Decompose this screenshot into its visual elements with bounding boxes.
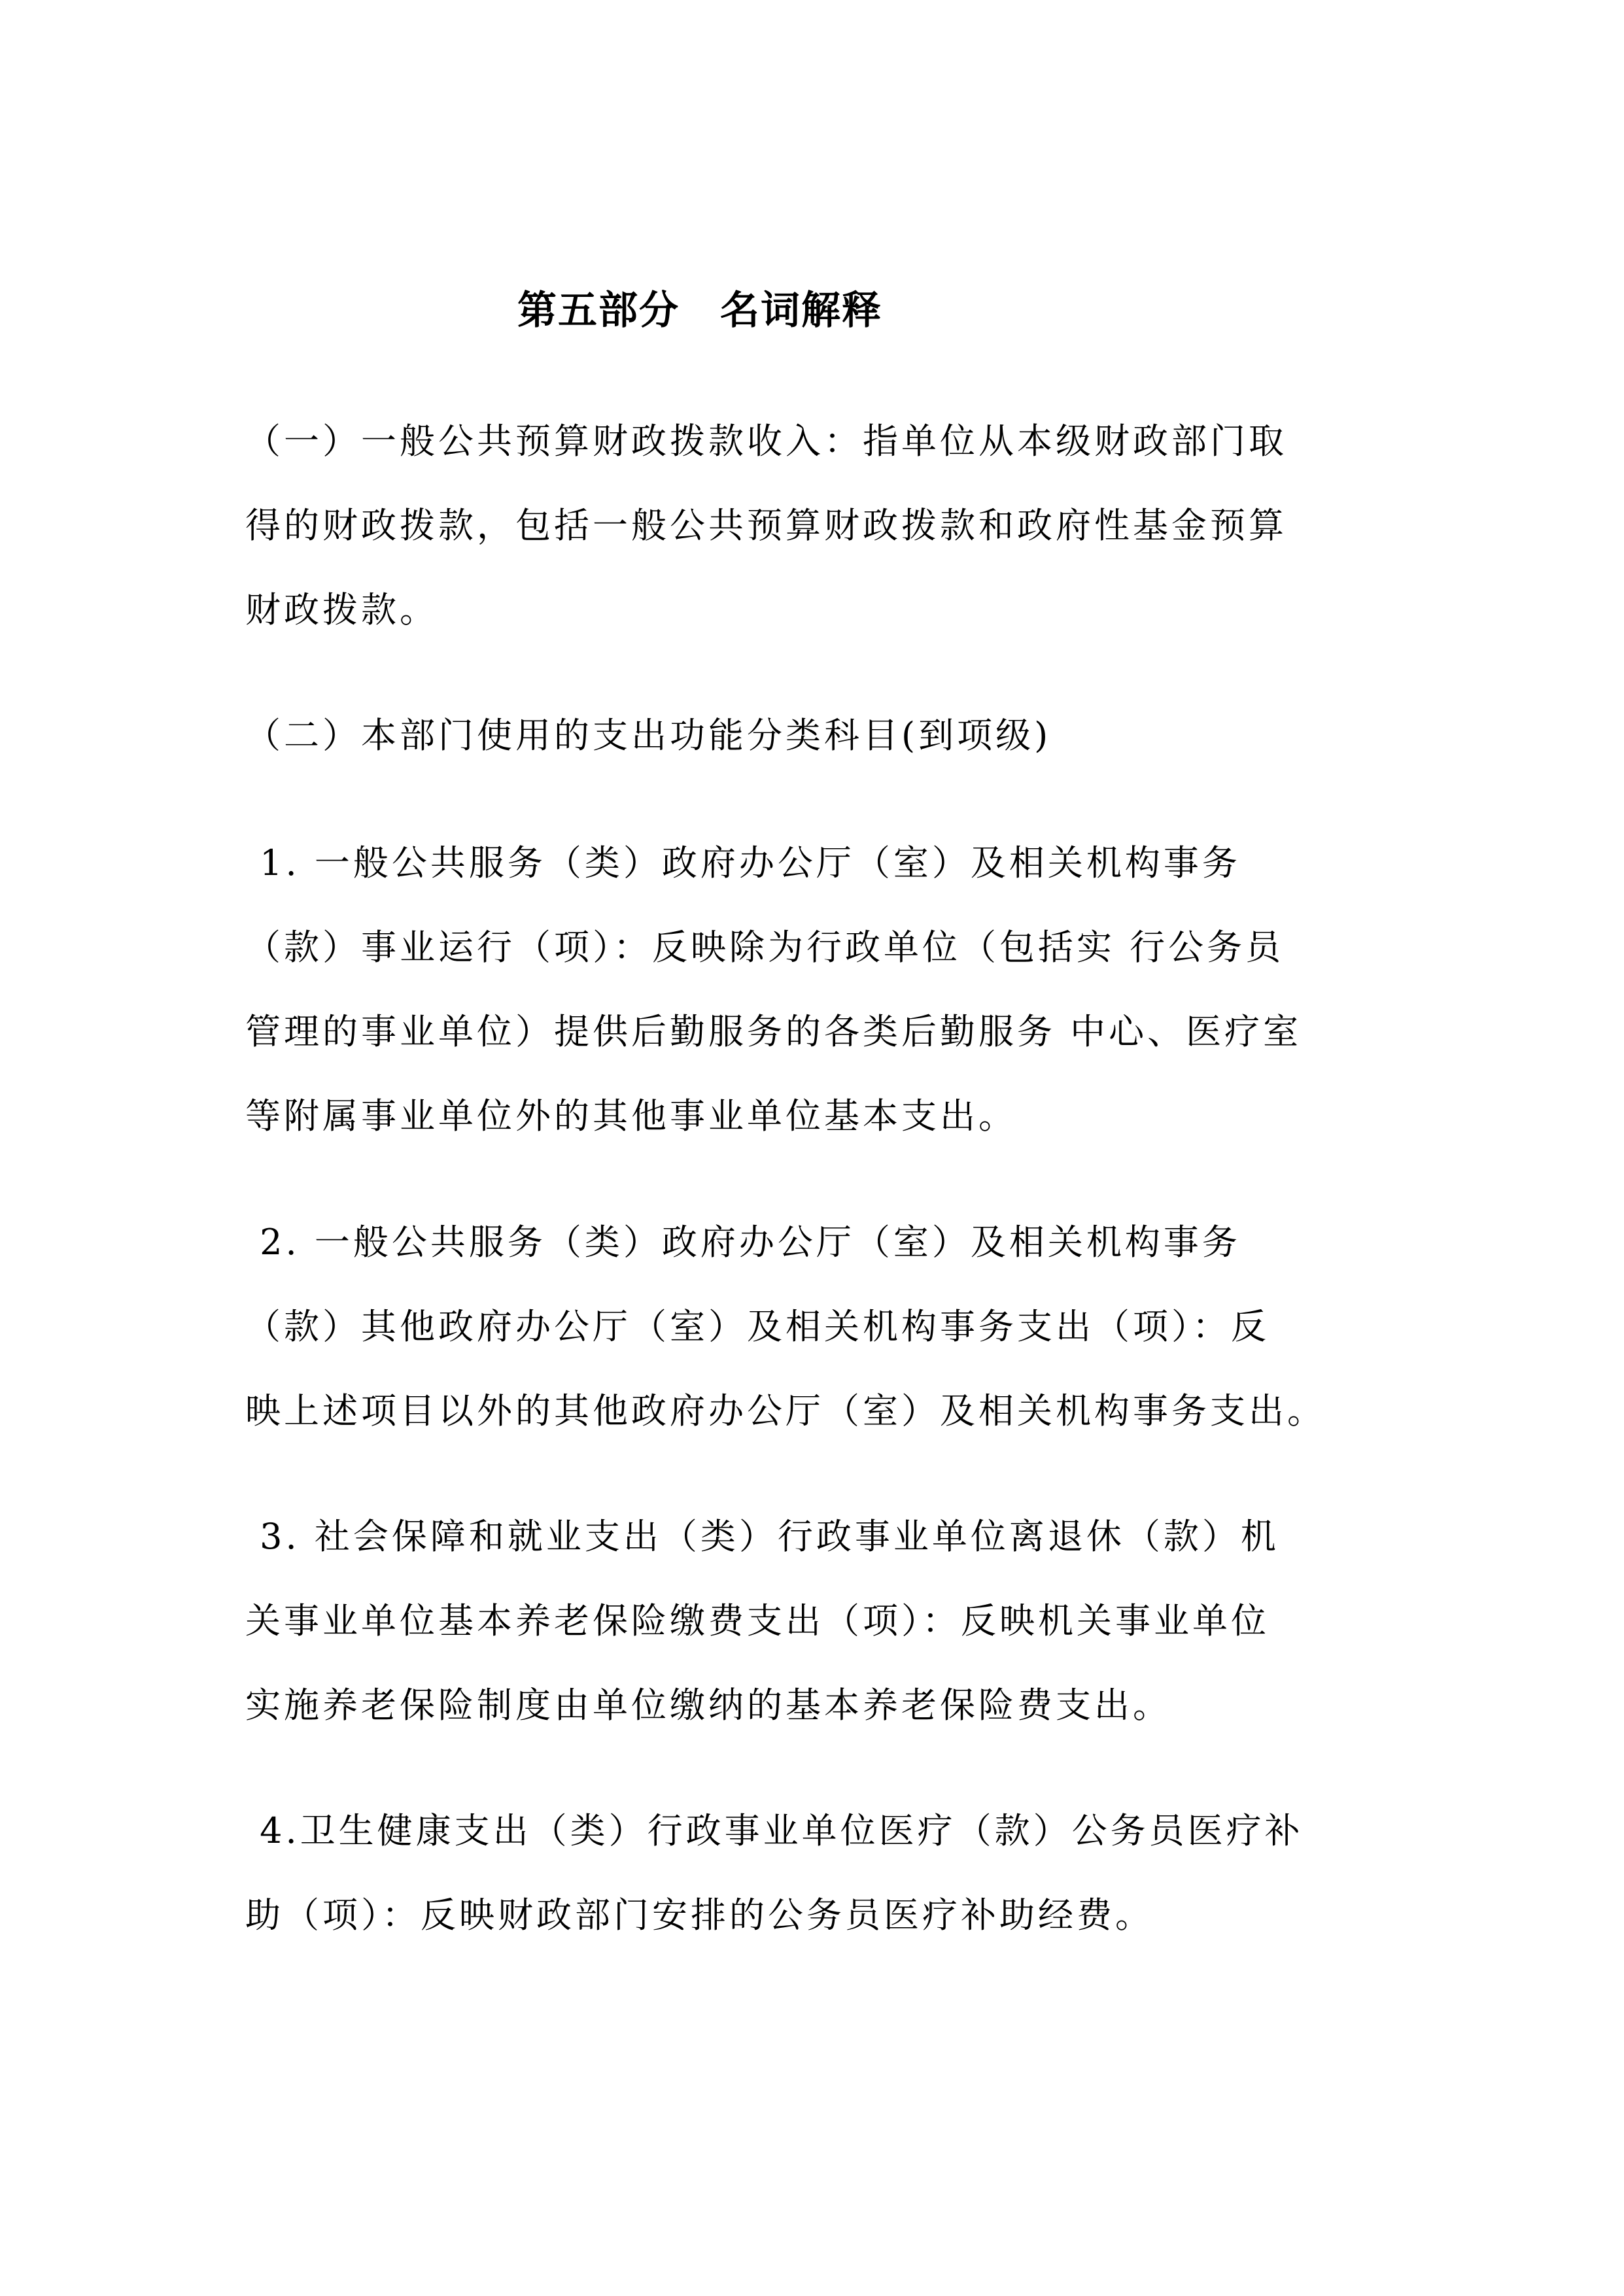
text-line: 管理的事业单位）提供后勤服务的各类后勤服务 中心、医疗室 — [245, 1011, 1302, 1052]
text-line: （款）事业运行（项）：反映除为行政单位（包括实 行公务员 — [245, 927, 1285, 968]
text-line: 实施养老保险制度由单位缴纳的基本养老保险费支出。 — [245, 1685, 1171, 1726]
paragraph-item-2 — [245, 1200, 1423, 1453]
text-line: 关事业单位基本养老保险缴费支出（项）：反映机关事业单位 — [245, 1600, 1270, 1641]
text-line: 等附属事业单位外的其他事业单位基本支出。 — [245, 1095, 1017, 1137]
text-line: （一）一般公共预算财政拨款收入：指单位从本级财政部门取 — [245, 420, 1287, 462]
text-line: （款）其他政府办公厅（室）及相关机构事务支出（项）：反 — [245, 1306, 1270, 1347]
text-line: 3. 社会保障和就业支出（类）行政事业单位离退休（款）机 — [245, 1516, 1279, 1557]
page-title: 第五部分 名词解释 — [517, 288, 882, 334]
paragraph-general-budget-revenue — [245, 399, 1423, 652]
text-line: 映上述项目以外的其他政府办公厅（室）及相关机构事务支出。 — [245, 1390, 1326, 1431]
text-line: 2. 一般公共服务（类）政府办公厅（室）及相关机构事务 — [245, 1222, 1241, 1263]
paragraph-item-4 — [245, 1789, 1423, 1957]
paragraph-item-3 — [245, 1494, 1423, 1747]
text-line: 财政拨款。 — [245, 589, 438, 630]
text-line: 得的财政拨款，包括一般公共预算财政拨款和政府性基金预算 — [245, 505, 1287, 546]
text-line: 4.卫生健康支出（类）行政事业单位医疗（款）公务员医疗补 — [245, 1810, 1304, 1851]
paragraph-item-1 — [245, 821, 1423, 1158]
text-line: （二）本部门使用的支出功能分类科目(到项级) — [245, 715, 1052, 756]
paragraph-expenditure-classification — [245, 693, 1423, 778]
text-line: 1. 一般公共服务（类）政府办公厅（室）及相关机构事务 — [245, 842, 1241, 883]
text-line: 助（项）：反映财政部门安排的公务员医疗补助经费。 — [245, 1894, 1154, 1936]
